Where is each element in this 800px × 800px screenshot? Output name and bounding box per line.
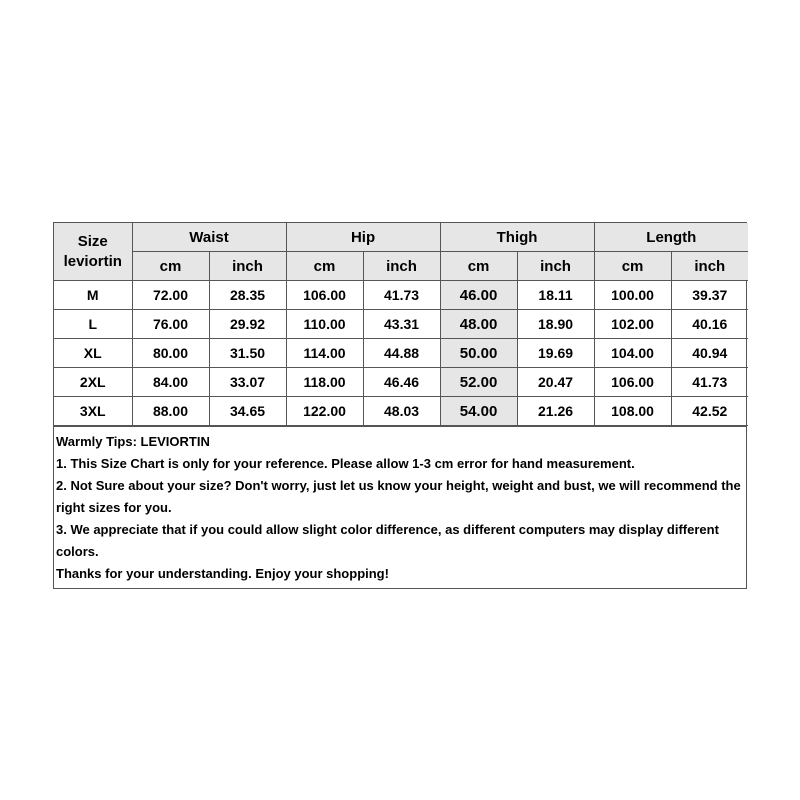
table-cell: 29.92 [209,310,286,339]
table-cell: 18.90 [517,310,594,339]
table-cell: 43.31 [363,310,440,339]
table-cell: 40.16 [671,310,748,339]
group-header-hip: Hip [286,223,440,252]
size-cell: 2XL [54,368,132,397]
table-cell: 118.00 [286,368,363,397]
table-cell: 106.00 [286,281,363,310]
table-cell: 39.37 [671,281,748,310]
unit-header: inch [671,252,748,281]
table-cell: 20.47 [517,368,594,397]
table-cell: 52.00 [440,368,517,397]
table-row [54,339,748,368]
table-row [54,281,748,310]
table-cell: 50.00 [440,339,517,368]
unit-header: inch [363,252,440,281]
table-cell: 72.00 [132,281,209,310]
table-cell: 54.00 [440,397,517,426]
tip-item: 3. We appreciate that if you could allow slight color difference, as different computers may display different colors. [56,522,719,559]
size-table [54,223,748,426]
table-cell: 102.00 [594,310,671,339]
table-cell: 46.00 [440,281,517,310]
unit-header: inch [517,252,594,281]
tip-item: 2. Not Sure about your size? Don't worry, just let us know your height, weight and bust, we will recommend the right sizes for you. [56,478,741,515]
table-cell: 41.73 [363,281,440,310]
table-cell: 48.00 [440,310,517,339]
table-cell: 33.07 [209,368,286,397]
table-cell: 122.00 [286,397,363,426]
table-cell: 18.11 [517,281,594,310]
unit-header: cm [286,252,363,281]
size-cell: L [54,310,132,339]
table-row [54,368,748,397]
table-cell: 110.00 [286,310,363,339]
table-cell: 76.00 [132,310,209,339]
size-cell: M [54,281,132,310]
table-cell: 31.50 [209,339,286,368]
table-row [54,397,748,426]
table-cell: 42.52 [671,397,748,426]
table-cell: 114.00 [286,339,363,368]
table-cell: 100.00 [594,281,671,310]
table-cell: 46.46 [363,368,440,397]
size-cell: 3XL [54,397,132,426]
group-header-thigh: Thigh [440,223,594,252]
table-cell: 84.00 [132,368,209,397]
table-cell: 28.35 [209,281,286,310]
unit-header: cm [440,252,517,281]
size-chart [53,222,747,589]
table-cell: 108.00 [594,397,671,426]
size-header-label: Size leviortin [63,232,122,270]
table-cell: 104.00 [594,339,671,368]
size-header [54,223,132,281]
group-header-length: Length [594,223,748,252]
unit-header: cm [594,252,671,281]
table-cell: 21.26 [517,397,594,426]
table-cell: 48.03 [363,397,440,426]
table-cell: 40.94 [671,339,748,368]
table-row [54,310,748,339]
table-cell: 80.00 [132,339,209,368]
size-cell: XL [54,339,132,368]
group-header-waist: Waist [132,223,286,252]
table-cell: 34.65 [209,397,286,426]
tips-closing: Thanks for your understanding. Enjoy your shopping! [56,566,389,581]
unit-header: inch [209,252,286,281]
unit-header: cm [132,252,209,281]
table-cell: 88.00 [132,397,209,426]
table-cell: 41.73 [671,368,748,397]
tip-item: 1. This Size Chart is only for your reference. Please allow 1-3 cm error for hand measurement. [56,456,635,471]
tips-title: Warmly Tips: LEVIORTIN [56,434,210,449]
tips-section [54,426,746,588]
table-cell: 106.00 [594,368,671,397]
table-cell: 19.69 [517,339,594,368]
table-cell: 44.88 [363,339,440,368]
